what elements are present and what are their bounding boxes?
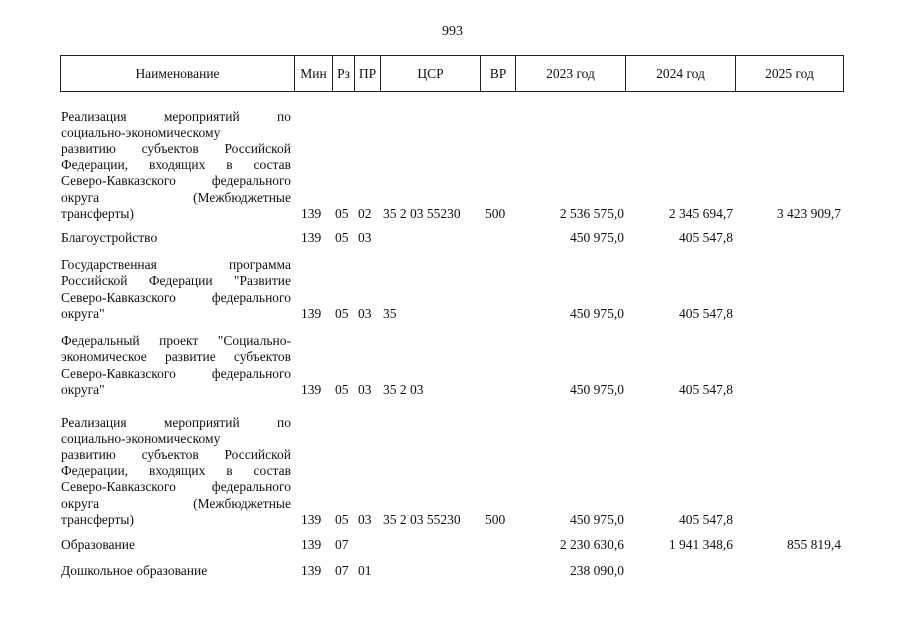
row-name-line: округа" xyxy=(61,381,105,397)
cell-min: 139 xyxy=(301,306,322,321)
cell-min: 139 xyxy=(301,206,322,221)
header-min: Мин xyxy=(295,56,333,91)
row-name xyxy=(61,230,291,246)
table-row xyxy=(0,560,905,579)
row-name-line: округа (Межбюджетные xyxy=(61,189,291,205)
cell-2024: 1 941 348,6 xyxy=(668,537,733,552)
cell-pr: 03 xyxy=(358,230,372,245)
cell-csr: 35 xyxy=(383,306,397,321)
row-name-line: Северо-Кавказского федерального xyxy=(61,173,291,189)
cell-vr: 500 xyxy=(485,206,506,221)
table-row xyxy=(0,106,905,222)
row-name-line: Федерации, входящих в состав xyxy=(61,463,291,479)
cell-2024: 405 547,8 xyxy=(679,512,733,527)
row-name-line: округа (Межбюджетные xyxy=(61,495,291,511)
row-name-line: Государственная программа xyxy=(61,257,291,273)
header-2024: 2024 год xyxy=(626,56,736,91)
row-name-line: Образование xyxy=(61,536,135,552)
table-row xyxy=(0,255,905,322)
row-name-line: развитию субъектов Российской xyxy=(61,446,291,462)
cell-2023: 450 975,0 xyxy=(570,512,624,527)
row-name-line: трансферты) xyxy=(61,511,134,527)
table-row xyxy=(0,331,905,398)
row-name-line: Северо-Кавказского федерального xyxy=(61,479,291,495)
cell-2024: 405 547,8 xyxy=(679,382,733,397)
cell-2025: 3 423 909,7 xyxy=(776,206,841,221)
row-name xyxy=(61,333,291,398)
cell-2023: 238 090,0 xyxy=(570,563,624,578)
cell-rz: 05 xyxy=(335,512,349,527)
row-name-line: Федеральный проект "Социально- xyxy=(61,333,291,349)
header-vr: ВР xyxy=(481,56,516,91)
cell-min: 139 xyxy=(301,512,322,527)
cell-2024: 2 345 694,7 xyxy=(668,206,733,221)
table-row xyxy=(0,412,905,528)
cell-csr: 35 2 03 xyxy=(383,382,424,397)
table-header xyxy=(60,55,844,92)
cell-rz: 05 xyxy=(335,306,349,321)
row-name xyxy=(61,537,291,553)
table-row xyxy=(0,227,905,246)
cell-pr: 03 xyxy=(358,382,372,397)
header-2023: 2023 год xyxy=(516,56,626,91)
header-2025: 2025 год xyxy=(765,66,814,81)
cell-rz: 05 xyxy=(335,382,349,397)
cell-2023: 450 975,0 xyxy=(570,382,624,397)
cell-rz: 05 xyxy=(335,230,349,245)
cell-pr: 03 xyxy=(358,306,372,321)
row-name-line: Дошкольное образование xyxy=(61,562,208,578)
cell-2025: 855 819,4 xyxy=(787,537,841,552)
header-rz: Рз xyxy=(333,56,355,91)
cell-min: 139 xyxy=(301,563,322,578)
row-name xyxy=(61,415,291,528)
row-name-line: Российской Федерации "Развитие xyxy=(61,273,291,289)
header-name: Наименование xyxy=(61,56,295,91)
header-csr: ЦСР xyxy=(381,56,481,91)
row-name-line: экономическое развитие субъектов xyxy=(61,349,291,365)
row-name xyxy=(61,257,291,322)
cell-2023: 450 975,0 xyxy=(570,230,624,245)
row-name-line: трансферты) xyxy=(61,205,134,221)
row-name-line: Реализация мероприятий по xyxy=(61,414,291,430)
cell-rz: 07 xyxy=(335,563,349,578)
cell-csr: 35 2 03 55230 xyxy=(383,512,461,527)
cell-pr: 02 xyxy=(358,206,372,221)
cell-2023: 2 230 630,6 xyxy=(559,537,624,552)
cell-min: 139 xyxy=(301,230,322,245)
row-name xyxy=(61,109,291,222)
cell-csr: 35 2 03 55230 xyxy=(383,206,461,221)
row-name-line: Благоустройство xyxy=(61,229,158,245)
cell-min: 139 xyxy=(301,382,322,397)
cell-2023: 450 975,0 xyxy=(570,306,624,321)
cell-rz: 05 xyxy=(335,206,349,221)
row-name-line: Реализация мероприятий по xyxy=(61,108,291,124)
page-number: 993 xyxy=(442,24,463,39)
row-name-line: Северо-Кавказского федерального xyxy=(61,289,291,305)
row-name-line: округа" xyxy=(61,305,105,321)
cell-pr: 01 xyxy=(358,563,372,578)
row-name xyxy=(61,563,291,579)
row-name-line: Северо-Кавказского федерального xyxy=(61,365,291,381)
table-row xyxy=(0,534,905,553)
header-pr: ПР xyxy=(355,56,381,91)
cell-rz: 07 xyxy=(335,537,349,552)
row-name-line: социально-экономическому xyxy=(61,430,221,446)
row-name-line: развитию субъектов Российской xyxy=(61,140,291,156)
cell-2024: 405 547,8 xyxy=(679,230,733,245)
cell-min: 139 xyxy=(301,537,322,552)
cell-2023: 2 536 575,0 xyxy=(559,206,624,221)
cell-vr: 500 xyxy=(485,512,506,527)
cell-2024: 405 547,8 xyxy=(679,306,733,321)
row-name-line: Федерации, входящих в состав xyxy=(61,157,291,173)
row-name-line: социально-экономическому xyxy=(61,124,221,140)
cell-pr: 03 xyxy=(358,512,372,527)
